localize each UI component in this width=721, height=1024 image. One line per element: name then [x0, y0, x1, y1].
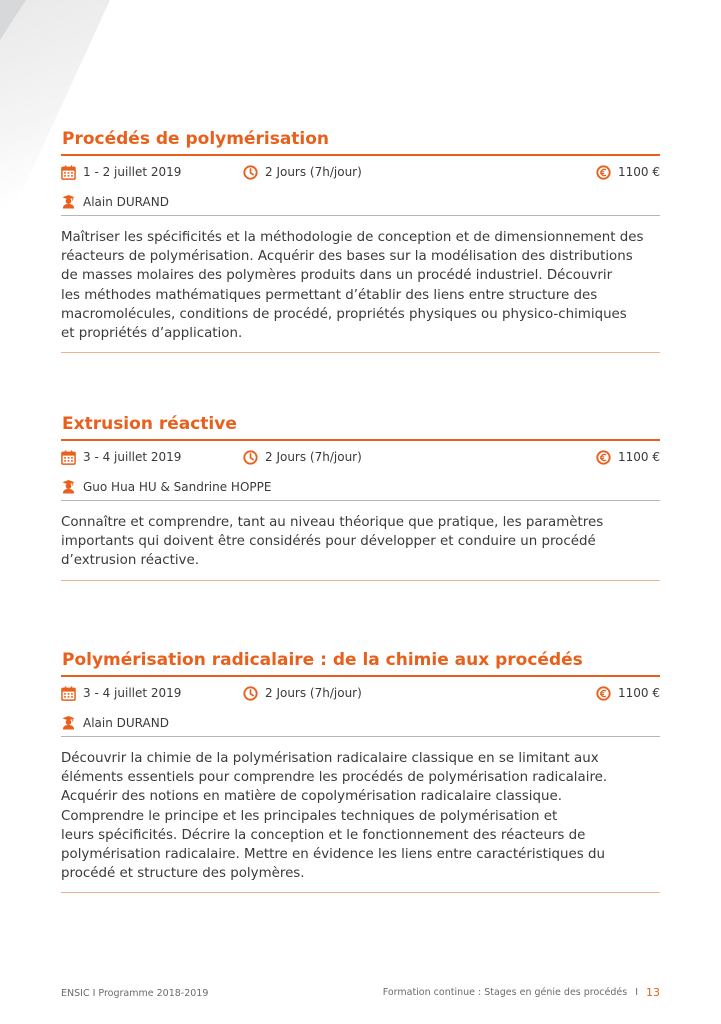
course-description: [61, 228, 660, 353]
course-date-text: 3 - 4 juillet 2019: [83, 450, 182, 464]
course-price: [596, 156, 660, 188]
footer-separator: I: [635, 987, 638, 998]
clock-icon: [243, 450, 258, 465]
euro-icon: [596, 165, 611, 180]
calendar-icon: [61, 686, 76, 701]
calendar-icon: [61, 165, 76, 180]
course-meta-row: [61, 677, 660, 709]
description-line: Connaître et comprendre, tant au niveau théorique que pratique, les paramètres: [61, 515, 604, 530]
course-date: [61, 441, 181, 473]
course-price-text: 1100 €: [618, 450, 660, 464]
course-duration-text: 2 Jours (7h/jour): [265, 165, 362, 179]
description-line: de masses molaires des polymères produits dans un procédé industriel. Découvrir: [61, 268, 613, 284]
course-duration-text: 2 Jours (7h/jour): [265, 450, 362, 464]
footer-left-text: ENSIC I Programme 2018-2019: [61, 988, 209, 999]
course-duration: [243, 156, 362, 188]
course-price: [596, 441, 660, 473]
trainer-icon: [61, 715, 76, 730]
description-line: Comprendre le principe et les principales techniques de polymérisation et: [61, 808, 558, 824]
description-line: réacteurs de polymérisation. Acquérir des bases sur la modélisation des distributions: [61, 249, 633, 265]
description-line: procédé et structure des polymères.: [61, 866, 305, 882]
description-line: Acquérir des notions en matière de copolymérisation radicalaire classique.: [61, 789, 562, 805]
course-meta-row: [61, 156, 660, 188]
description-line: Maîtriser les spécificités et la méthodologie de conception et de dimensionnement des: [61, 230, 644, 245]
description-line: importants qui doivent être considérés pour développer et conduire un procédé: [61, 534, 596, 550]
course-meta-row: [61, 441, 660, 473]
course-title: Procédés de polymérisation: [61, 128, 660, 156]
description-line: macromolécules, conditions de procédé, propriétés physiques ou physico-chimiques: [61, 306, 627, 322]
calendar-icon: [61, 450, 76, 465]
course-date: [61, 156, 181, 188]
course-trainer: [61, 473, 660, 501]
course-duration-text: 2 Jours (7h/jour): [265, 686, 362, 700]
footer-right-text: Formation continue : Stages en génie des procédés: [382, 987, 628, 998]
description-line: éléments essentiels pour comprendre les procédés de polymérisation radicalaire.: [61, 770, 608, 786]
course-description: [61, 749, 660, 893]
euro-icon: [596, 686, 611, 701]
course-price: [596, 677, 660, 709]
description-line: d’extrusion réactive.: [61, 553, 199, 569]
course-trainer-text: Alain DURAND: [83, 715, 169, 730]
description-line: et propriétés d’application.: [61, 326, 243, 342]
footer-right: [383, 986, 660, 999]
course-section: [61, 649, 660, 893]
clock-icon: [243, 165, 258, 180]
course-title: Polymérisation radicalaire : de la chimie aux procédés: [61, 649, 660, 677]
course-trainer-text: Guo Hua HU & Sandrine HOPPE: [83, 479, 272, 494]
course-section: [61, 413, 660, 581]
description-line: les méthodes mathématiques permettant d’établir des liens entre structure des: [61, 287, 598, 303]
course-date-text: 3 - 4 juillet 2019: [83, 686, 182, 700]
course-trainer: [61, 188, 660, 216]
trainer-icon: [61, 479, 76, 494]
course-trainer-text: Alain DURAND: [83, 194, 169, 209]
page-footer: [61, 986, 660, 1002]
course-duration: [243, 441, 362, 473]
description-line: polymérisation radicalaire. Mettre en évidence les liens entre caractéristiques du: [61, 847, 606, 863]
euro-icon: [596, 450, 611, 465]
page-number: 13: [646, 986, 660, 999]
trainer-icon: [61, 194, 76, 209]
course-description: [61, 513, 660, 581]
course-duration: [243, 677, 362, 709]
description-line: Découvrir la chimie de la polymérisation radicalaire classique en se limitant aux: [61, 751, 599, 766]
course-trainer: [61, 709, 660, 737]
course-price-text: 1100 €: [618, 165, 660, 179]
clock-icon: [243, 686, 258, 701]
course-title: Extrusion réactive: [61, 413, 660, 441]
course-date-text: 1 - 2 juillet 2019: [83, 165, 182, 179]
course-date: [61, 677, 181, 709]
course-section: [61, 128, 660, 353]
course-price-text: 1100 €: [618, 686, 660, 700]
description-line: leurs spécificités. Décrire la conception et le fonctionnement des réacteurs de: [61, 827, 586, 843]
